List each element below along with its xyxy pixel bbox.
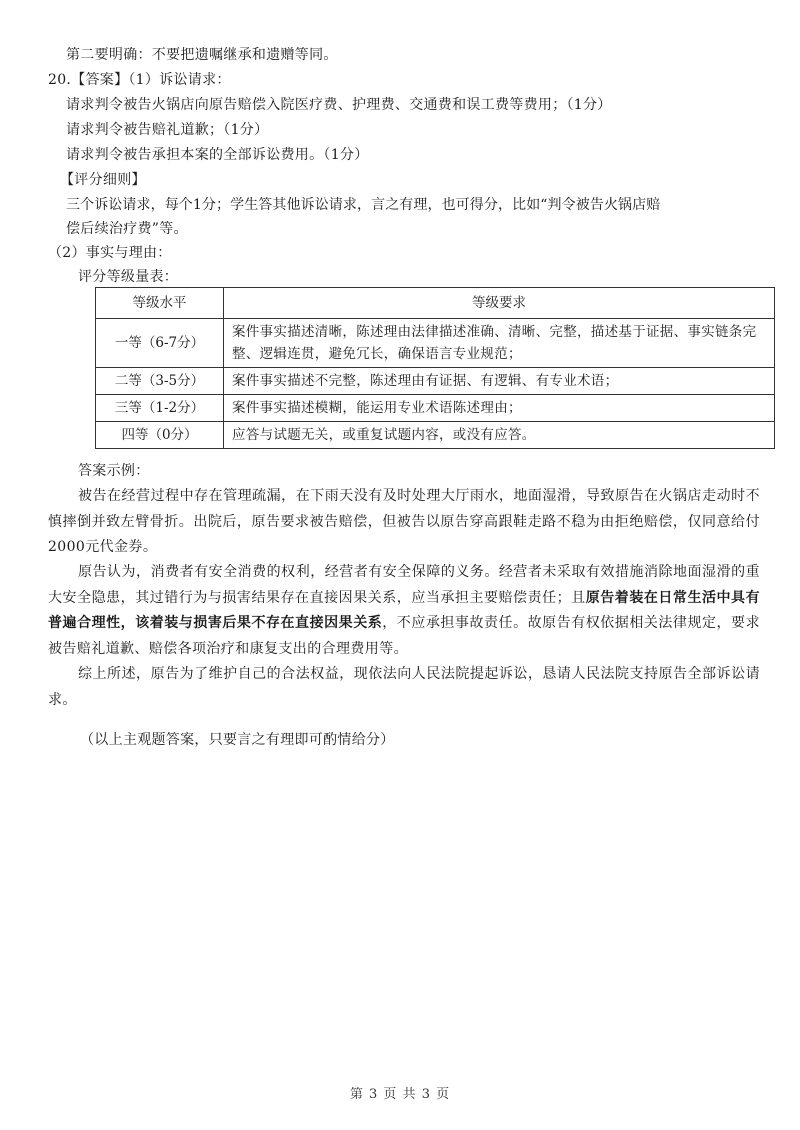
example-title: 答案示例： (78, 463, 150, 479)
part2-header: （2）事实与理由： (48, 245, 172, 261)
row-level: 二等（3-5分） (96, 368, 224, 395)
example-paragraph-3: 综上所述，原告为了维护自己的合法权益，现依法向人民法院提起诉讼，恳请人民法院支持原告全部诉讼请求。 (48, 666, 760, 708)
scoring-line-2: 偿后续治疗费”等。 (66, 221, 188, 237)
intro-line: 第二要明确：不要把遗嘱继承和遗赠等同。 (66, 47, 338, 63)
row-requirement: 案件事实描述模糊，能运用专业术语陈述理由； (224, 395, 775, 422)
example-paragraph-2 (48, 560, 760, 662)
claim-2: 请求判令被告赔礼道歉；（1分） (66, 122, 269, 138)
paragraph-2-part-a: 原告认为，消费者有安全消费的权利，经营者有安全保障的义务。经营者未采取有效措施消除地面湿滑的重大安全隐患，其过错行为与损害结果存在直接因果关系，应当承担主要赔偿责任；且 (48, 564, 760, 606)
q20-header: 20.【答案】（1）诉讼请求： (48, 72, 231, 88)
row-level: 四等（0分） (96, 422, 224, 449)
grading-note: （以上主观题答案，只要言之有理即可酌情给分） (80, 732, 395, 748)
table-row (96, 395, 775, 422)
scale-title: 评分等级量表： (78, 269, 179, 285)
grade-scale-table (95, 287, 775, 449)
table-row (96, 368, 775, 395)
row-requirement: 案件事实描述清晰，陈述理由法律描述准确、清晰、完整，描述基于证据、事实链条完整、逻辑连贯，避免冗长，确保语言专业规范； (224, 319, 775, 368)
table-row (96, 422, 775, 449)
row-requirement: 案件事实描述不完整，陈述理由有证据、有逻辑、有专业术语； (224, 368, 775, 395)
page-footer: 第 3 页 共 3 页 (349, 1087, 451, 1102)
table-header-row (96, 288, 775, 319)
paragraph-2-part-c: ，不应承担事故责任。故原告有权依据相关法律规定，要求被告赔礼道歉、赔偿各项治疗和康复支出的合理费用等。 (48, 615, 760, 657)
scoring-line-1: 三个诉讼请求，每个1分；学生答其他诉讼请求，言之有理，也可得分，比如“判令被告火锅店赔 (66, 197, 661, 213)
claim-3: 请求判令被告承担本案的全部诉讼费用。（1分） (66, 147, 369, 163)
row-level: 一等（6-7分） (96, 319, 224, 368)
table-row (96, 319, 775, 368)
header-requirement: 等级要求 (224, 288, 775, 319)
row-level: 三等（1-2分） (96, 395, 224, 422)
scoring-title: 【评分细则】 (60, 172, 146, 188)
example-paragraph-1: 被告在经营过程中存在管理疏漏，在下雨天没有及时处理大厅雨水，地面湿滑，导致原告在火锅店走动时不慎摔倒并致左臂骨折。出院后，原告要求被告赔偿，但被告以原告穿高跟鞋走路不稳为由拒绝赔偿，仅同意给付2000元代金券。 (48, 488, 760, 555)
header-level: 等级水平 (96, 288, 224, 319)
paragraph-2-bold: 原告着装在日常生活中具有普遍合理性，该着装与损害后果不存在直接因果关系 (48, 589, 760, 631)
row-requirement: 应答与试题无关，或重复试题内容，或没有应答。 (224, 422, 775, 449)
claim-1: 请求判令被告火锅店向原告赔偿入院医疗费、护理费、交通费和误工费等费用；（1分） (66, 97, 612, 113)
